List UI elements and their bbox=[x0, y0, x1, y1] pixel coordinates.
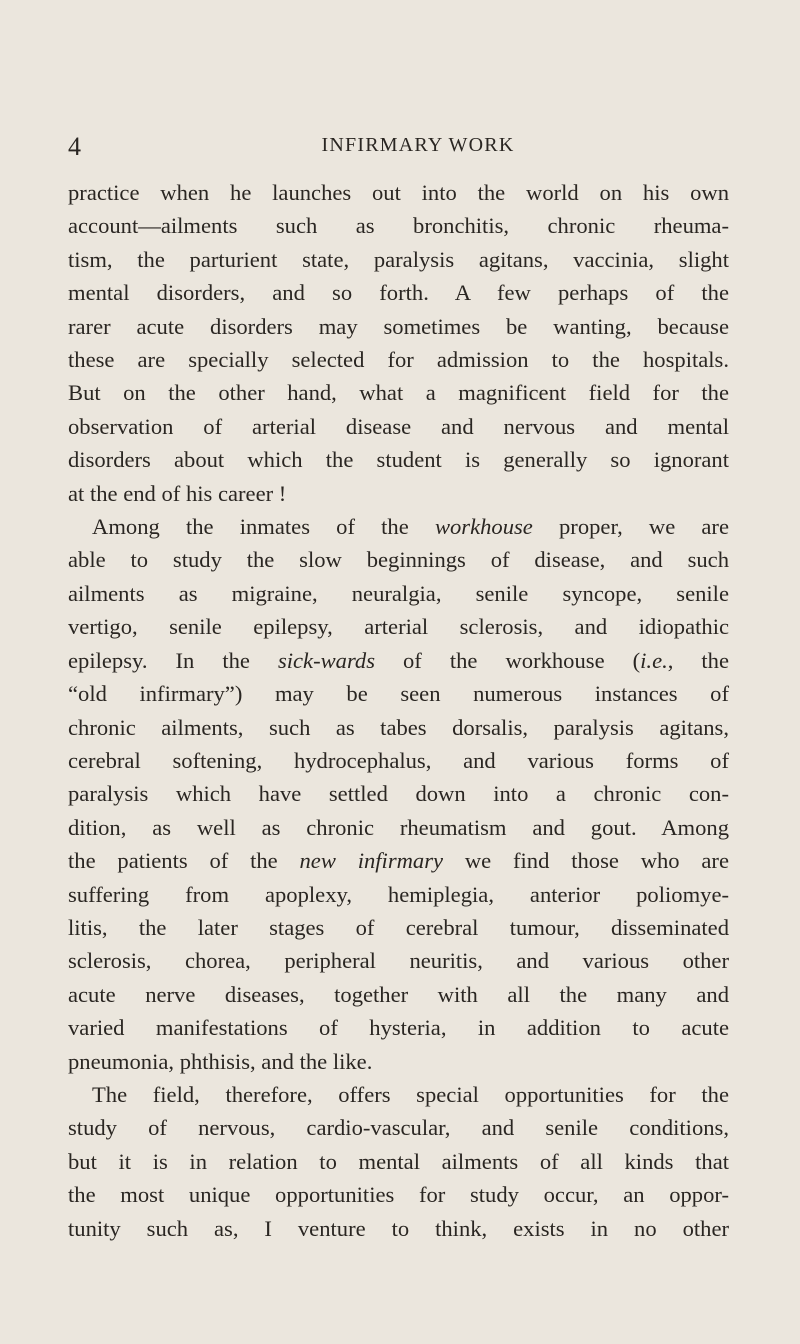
line-segment: the patients of the bbox=[68, 848, 300, 874]
text-line: paralysis which have settled down into a chronic con- bbox=[68, 781, 729, 807]
page-header bbox=[68, 132, 728, 162]
text-line: these are specially selected for admission to the hospitals. bbox=[68, 347, 729, 373]
text-line: sclerosis, chorea, peripheral neuritis, and various other bbox=[68, 948, 729, 974]
italic-term: sick-wards bbox=[277, 647, 375, 673]
text-line: acute nerve diseases, together with all the many and bbox=[68, 981, 729, 1007]
text-line bbox=[68, 844, 729, 877]
running-head: INFIRMARY WORK bbox=[321, 134, 515, 156]
text-line: The field, therefore, offers special opportunities for the bbox=[92, 1081, 729, 1107]
text-line: mental disorders, and so forth. A few perhaps of the bbox=[68, 280, 729, 306]
text-line bbox=[68, 510, 729, 543]
italic-term: new infirmary bbox=[299, 848, 444, 874]
text-line: “old infirmary”) may be seen numerous instances of bbox=[68, 681, 729, 707]
text-line: tism, the parturient state, paralysis agitans, vaccinia, slight bbox=[68, 246, 729, 272]
text-line: chronic ailments, such as tabes dorsalis, paralysis agitans, bbox=[68, 714, 729, 740]
text-line: But on the other hand, what a magnificent field for the bbox=[68, 380, 729, 406]
text-line: cerebral softening, hydrocephalus, and various forms of bbox=[68, 747, 729, 773]
text-line: tunity such as, I venture to think, exists in no other bbox=[68, 1215, 729, 1241]
text-line: litis, the later stages of cerebral tumour, disseminated bbox=[68, 914, 729, 940]
body-text bbox=[68, 176, 729, 1245]
page-number: 4 bbox=[68, 132, 81, 161]
text-line: dition, as well as chronic rheumatism and gout. Among bbox=[68, 814, 729, 840]
line-segment: of the workhouse ( bbox=[375, 647, 641, 673]
text-line bbox=[68, 644, 729, 677]
line-segment: epilepsy. In the bbox=[68, 647, 278, 673]
text-line: pneumonia, phthisis, and the like. bbox=[68, 1048, 373, 1074]
text-line: able to study the slow beginnings of disease, and such bbox=[68, 547, 729, 573]
text-line: at the end of his career ! bbox=[68, 480, 287, 506]
text-line: rarer acute disorders may sometimes be wanting, because bbox=[68, 313, 729, 339]
line-segment: we find those who are bbox=[443, 848, 729, 874]
line-segment: proper, we are bbox=[532, 514, 729, 540]
line-segment: , the bbox=[667, 647, 730, 673]
text-line: vertigo, senile epilepsy, arterial sclerosis, and idiopathic bbox=[68, 614, 729, 640]
text-line: study of nervous, cardio-vascular, and senile conditions, bbox=[68, 1115, 729, 1141]
text-line: account—ailments such as bronchitis, chronic rheuma- bbox=[68, 213, 729, 239]
line-segment: Among the inmates of the bbox=[92, 514, 435, 540]
italic-term: i.e. bbox=[640, 647, 668, 673]
text-line: ailments as migraine, neuralgia, senile syncope, senile bbox=[68, 580, 729, 606]
text-line: suffering from apoplexy, hemiplegia, anterior poliomye- bbox=[68, 881, 729, 907]
text-line: practice when he launches out into the world on his own bbox=[68, 180, 729, 205]
italic-term: workhouse bbox=[434, 514, 533, 540]
text-line: disorders about which the student is generally so ignorant bbox=[68, 447, 729, 473]
text-line: but it is in relation to mental ailments of all kinds that bbox=[68, 1148, 729, 1174]
text-line: varied manifestations of hysteria, in addition to acute bbox=[68, 1015, 729, 1041]
text-line: observation of arterial disease and nervous and mental bbox=[68, 413, 729, 439]
text-line: the most unique opportunities for study occur, an oppor- bbox=[68, 1182, 729, 1208]
